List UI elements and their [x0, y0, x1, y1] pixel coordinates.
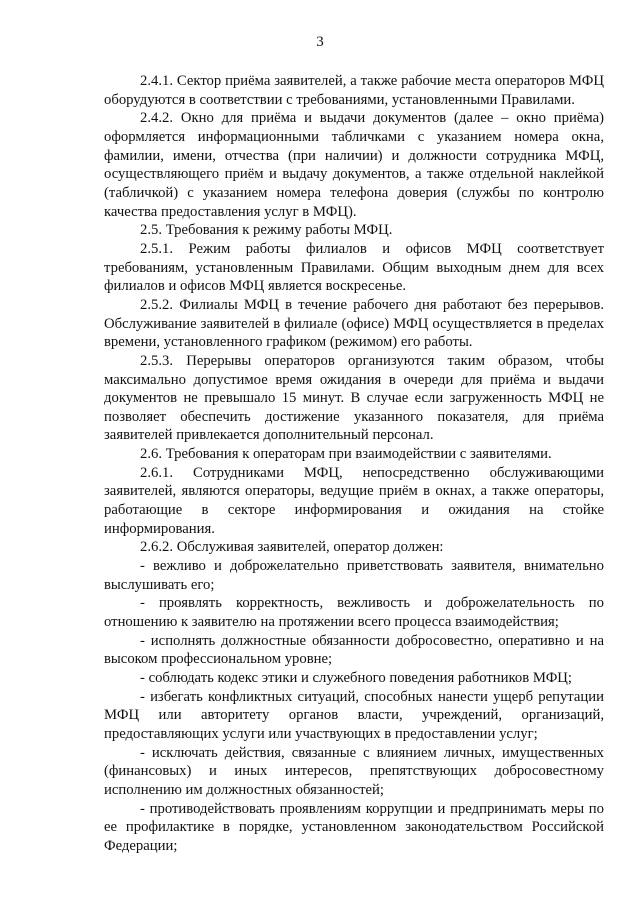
paragraph-2-5-2: 2.5.2. Филиалы МФЦ в течение рабочего дня работают без перерывов. Обслуживание заявителей в филиале (офисе) МФЦ осуществляется в пределах времени, установленного графиком (режимом) его работы. — [104, 296, 604, 351]
list-item: - избегать конфликтных ситуаций, способных нанести ущерб репутации МФЦ или авторитету органов власти, учреждений, организаций, предоставляющих услуги или участвующих в предоставлении услуг; — [104, 688, 604, 742]
section-heading-2-6: 2.6. Требования к операторам при взаимодействии с заявителями. — [140, 446, 552, 463]
paragraph-2-5-3: 2.5.3. Перерывы операторов организуются таким образом, чтобы максимально допустимое время ожидания в очереди для приёма и выдачи документов не превышало 15 минут. В случае если загруженность МФЦ не позволяет обеспечить достижение указанного показателя, для приёма заявителей привлекается дополнительный персонал. — [104, 352, 604, 444]
paragraph-2-4-1: 2.4.1. Сектор приёма заявителей, а также рабочие места операторов МФЦ оборудуются в соответствии с требованиями, установленными Правилами. — [104, 73, 604, 108]
paragraph-2-5-1: 2.5.1. Режим работы филиалов и офисов МФЦ соответствует требованиям, установленным Правилами. Общим выходным днем для всех филиалов и офисов МФЦ является воскресенье. — [104, 240, 604, 295]
list-item: - исключать действия, связанные с влиянием личных, имущественных (финансовых) и иных интересов, препятствующих добросовестному исполнению им должностных обязанностей; — [104, 744, 604, 798]
paragraph-2-6-2: 2.6.2. Обслуживая заявителей, оператор должен: — [140, 539, 444, 556]
list-item: - проявлять корректность, вежливость и доброжелательность по отношению к заявителю на протяжении всего процесса взаимодействия; — [104, 595, 604, 631]
paragraph-2-4-2: 2.4.2. Окно для приёма и выдачи документов (далее – окно приёма) оформляется информационными табличками с указанием номера окна, фамилии, имени, отчества (при наличии) и должности сотрудника МФЦ, осуществляющего приём и выдачу документов, а также отдельной наклейкой (табличкой) с указанием номера телефона доверия (службы по контролю качества предоставления услуг в МФЦ). — [104, 110, 604, 220]
list-item: - соблюдать кодекс этики и служебного поведения работников МФЦ; — [140, 670, 572, 686]
list-item: - исполнять должностные обязанности добросовестно, оперативно и на высоком профессиональном уровне; — [104, 632, 604, 668]
paragraph-2-6-1: 2.6.1. Сотрудниками МФЦ, непосредственно обслуживающими заявителей, являются операторы, ведущие приём в окнах, а также операторы, работающие в секторе информирования и ожидания на стойке информирования. — [104, 464, 604, 537]
list-item: - противодействовать проявлениям коррупции и предпринимать меры по ее профилактике в порядке, установленном законодательством Российской Федерации; — [104, 800, 604, 854]
page-number: 3 — [316, 34, 324, 50]
document-body — [104, 72, 604, 856]
list-item: - вежливо и доброжелательно приветствовать заявителя, внимательно выслушивать его; — [104, 558, 604, 593]
section-heading-2-5: 2.5. Требования к режиму работы МФЦ. — [140, 222, 393, 239]
